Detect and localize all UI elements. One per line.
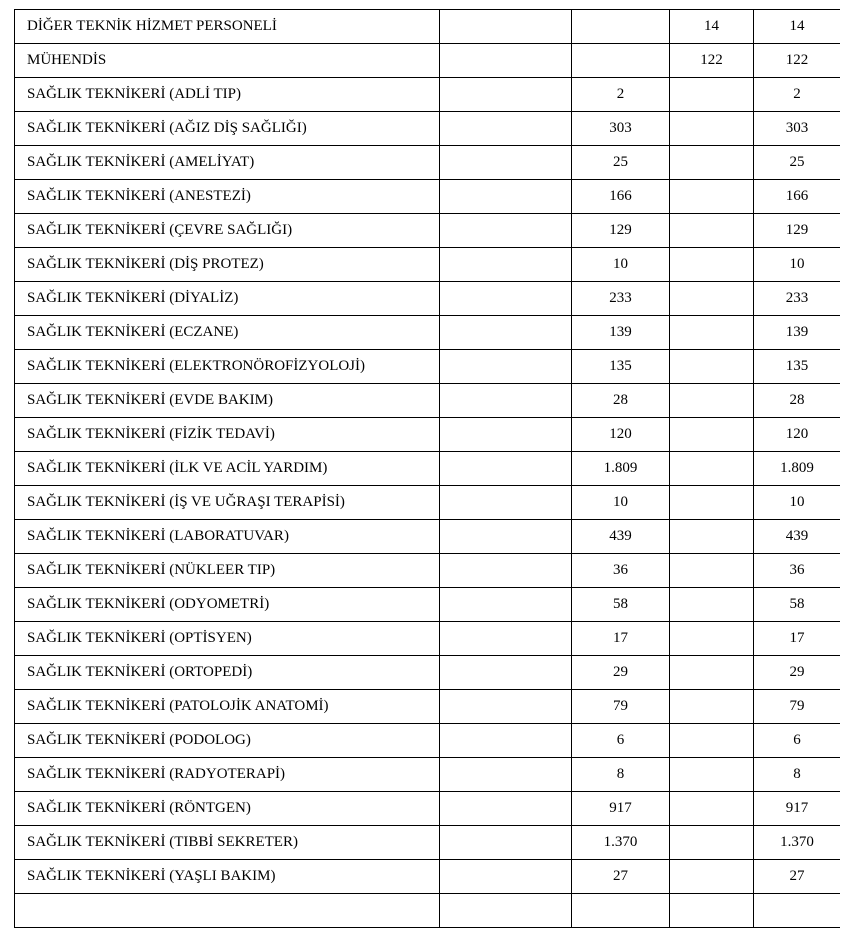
count-cell-secondary: [670, 180, 754, 214]
count-cell-secondary: [670, 724, 754, 758]
count-cell-secondary: [670, 384, 754, 418]
count-cell: 166: [572, 180, 670, 214]
position-title-cell: SAĞLIK TEKNİKERİ (TIBBİ SEKRETER): [15, 826, 440, 860]
count-cell-secondary: [670, 146, 754, 180]
position-title-cell: SAĞLIK TEKNİKERİ (FİZİK TEDAVİ): [15, 418, 440, 452]
count-cell-secondary: [670, 554, 754, 588]
position-title-cell: SAĞLIK TEKNİKERİ (ORTOPEDİ): [15, 656, 440, 690]
position-title-cell: SAĞLIK TEKNİKERİ (NÜKLEER TIP): [15, 554, 440, 588]
position-title-cell: SAĞLIK TEKNİKERİ (LABORATUVAR): [15, 520, 440, 554]
empty-cell: [440, 826, 572, 860]
total-cell: 120: [754, 418, 841, 452]
count-cell: 79: [572, 690, 670, 724]
total-cell: 36: [754, 554, 841, 588]
count-cell-secondary: [670, 792, 754, 826]
total-cell: [754, 894, 841, 928]
empty-cell: [440, 214, 572, 248]
total-cell: 58: [754, 588, 841, 622]
empty-cell: [440, 792, 572, 826]
count-cell-secondary: [670, 860, 754, 894]
empty-cell: [440, 248, 572, 282]
count-cell-secondary: [670, 316, 754, 350]
empty-cell: [440, 656, 572, 690]
total-cell: 10: [754, 248, 841, 282]
total-cell: 14: [754, 10, 841, 44]
count-cell: 1.809: [572, 452, 670, 486]
empty-cell: [440, 520, 572, 554]
position-title-cell: SAĞLIK TEKNİKERİ (ANESTEZİ): [15, 180, 440, 214]
count-cell: 17: [572, 622, 670, 656]
count-cell-secondary: [670, 214, 754, 248]
position-title-cell: SAĞLIK TEKNİKERİ (PATOLOJİK ANATOMİ): [15, 690, 440, 724]
staff-table-container: [14, 9, 840, 929]
count-cell-secondary: [670, 520, 754, 554]
empty-cell: [440, 894, 572, 928]
position-title-cell: SAĞLIK TEKNİKERİ (AĞIZ DİŞ SAĞLIĞI): [15, 112, 440, 146]
table-row: [15, 146, 841, 180]
table-row: [15, 214, 841, 248]
table-row: [15, 690, 841, 724]
count-cell-secondary: [670, 622, 754, 656]
position-title-cell: SAĞLIK TEKNİKERİ (AMELİYAT): [15, 146, 440, 180]
count-cell: [572, 894, 670, 928]
table-row: [15, 316, 841, 350]
table-row: [15, 44, 841, 78]
total-cell: 129: [754, 214, 841, 248]
position-title-cell: SAĞLIK TEKNİKERİ (PODOLOG): [15, 724, 440, 758]
total-cell: 28: [754, 384, 841, 418]
count-cell: 8: [572, 758, 670, 792]
total-cell: 25: [754, 146, 841, 180]
count-cell-secondary: [670, 282, 754, 316]
table-row: [15, 520, 841, 554]
total-cell: 17: [754, 622, 841, 656]
count-cell: [572, 10, 670, 44]
empty-cell: [440, 78, 572, 112]
total-cell: 303: [754, 112, 841, 146]
count-cell: 233: [572, 282, 670, 316]
count-cell: 10: [572, 248, 670, 282]
count-cell-secondary: [670, 486, 754, 520]
empty-cell: [440, 44, 572, 78]
count-cell: 2: [572, 78, 670, 112]
count-cell: 36: [572, 554, 670, 588]
empty-cell: [440, 418, 572, 452]
position-title-cell: SAĞLIK TEKNİKERİ (RÖNTGEN): [15, 792, 440, 826]
count-cell-secondary: [670, 588, 754, 622]
empty-cell: [440, 146, 572, 180]
position-title-cell: SAĞLIK TEKNİKERİ (RADYOTERAPİ): [15, 758, 440, 792]
total-cell: 2: [754, 78, 841, 112]
position-title-cell: SAĞLIK TEKNİKERİ (DİŞ PROTEZ): [15, 248, 440, 282]
position-title-cell: SAĞLIK TEKNİKERİ (ODYOMETRİ): [15, 588, 440, 622]
empty-cell: [440, 384, 572, 418]
table-row: [15, 78, 841, 112]
count-cell-secondary: [670, 894, 754, 928]
empty-cell: [440, 10, 572, 44]
position-title-cell: SAĞLIK TEKNİKERİ (ADLİ TIP): [15, 78, 440, 112]
count-cell-secondary: 14: [670, 10, 754, 44]
count-cell-secondary: [670, 350, 754, 384]
table-row: [15, 418, 841, 452]
table-row: [15, 724, 841, 758]
table-row: [15, 588, 841, 622]
empty-cell: [440, 452, 572, 486]
table-row: [15, 248, 841, 282]
count-cell: [572, 44, 670, 78]
total-cell: 439: [754, 520, 841, 554]
total-cell: 135: [754, 350, 841, 384]
total-cell: 8: [754, 758, 841, 792]
count-cell-secondary: [670, 452, 754, 486]
total-cell: 10: [754, 486, 841, 520]
count-cell-secondary: [670, 78, 754, 112]
count-cell-secondary: [670, 248, 754, 282]
count-cell: 28: [572, 384, 670, 418]
position-title-cell: SAĞLIK TEKNİKERİ (İŞ VE UĞRAŞI TERAPİSİ): [15, 486, 440, 520]
table-row: [15, 554, 841, 588]
empty-cell: [440, 690, 572, 724]
position-title-cell: SAĞLIK TEKNİKERİ (OPTİSYEN): [15, 622, 440, 656]
empty-cell: [440, 350, 572, 384]
position-title-cell: MÜHENDİS: [15, 44, 440, 78]
table-row: [15, 622, 841, 656]
table-row: [15, 486, 841, 520]
count-cell-secondary: [670, 758, 754, 792]
position-title-cell: DİĞER TEKNİK HİZMET PERSONELİ: [15, 10, 440, 44]
count-cell: 139: [572, 316, 670, 350]
total-cell: 1.809: [754, 452, 841, 486]
count-cell: 25: [572, 146, 670, 180]
count-cell: 135: [572, 350, 670, 384]
table-row: [15, 282, 841, 316]
count-cell-secondary: [670, 112, 754, 146]
count-cell: 58: [572, 588, 670, 622]
staff-table-body: [15, 10, 841, 928]
table-row: [15, 894, 841, 928]
position-title-cell: SAĞLIK TEKNİKERİ (ÇEVRE SAĞLIĞI): [15, 214, 440, 248]
count-cell-secondary: [670, 656, 754, 690]
total-cell: 27: [754, 860, 841, 894]
count-cell: 303: [572, 112, 670, 146]
count-cell-secondary: [670, 418, 754, 452]
table-row: [15, 656, 841, 690]
count-cell: 6: [572, 724, 670, 758]
empty-cell: [440, 282, 572, 316]
table-row: [15, 826, 841, 860]
total-cell: 122: [754, 44, 841, 78]
table-row: [15, 860, 841, 894]
table-row: [15, 452, 841, 486]
total-cell: 6: [754, 724, 841, 758]
table-row: [15, 10, 841, 44]
position-title-cell: SAĞLIK TEKNİKERİ (ELEKTRONÖROFİZYOLOJİ): [15, 350, 440, 384]
total-cell: 166: [754, 180, 841, 214]
total-cell: 917: [754, 792, 841, 826]
empty-cell: [440, 758, 572, 792]
table-row: [15, 792, 841, 826]
count-cell-secondary: [670, 826, 754, 860]
position-title-cell: SAĞLIK TEKNİKERİ (ECZANE): [15, 316, 440, 350]
empty-cell: [440, 112, 572, 146]
staff-table: [14, 9, 840, 928]
total-cell: 29: [754, 656, 841, 690]
empty-cell: [440, 316, 572, 350]
count-cell: 10: [572, 486, 670, 520]
table-row: [15, 350, 841, 384]
total-cell: 233: [754, 282, 841, 316]
count-cell: 29: [572, 656, 670, 690]
table-row: [15, 180, 841, 214]
empty-cell: [440, 486, 572, 520]
count-cell-secondary: 122: [670, 44, 754, 78]
empty-cell: [440, 588, 572, 622]
total-cell: 139: [754, 316, 841, 350]
table-row: [15, 384, 841, 418]
position-title-cell: SAĞLIK TEKNİKERİ (DİYALİZ): [15, 282, 440, 316]
total-cell: 1.370: [754, 826, 841, 860]
empty-cell: [440, 860, 572, 894]
count-cell: 917: [572, 792, 670, 826]
empty-cell: [440, 724, 572, 758]
position-title-cell: SAĞLIK TEKNİKERİ (EVDE BAKIM): [15, 384, 440, 418]
count-cell: 129: [572, 214, 670, 248]
position-title-cell: SAĞLIK TEKNİKERİ (YAŞLI BAKIM): [15, 860, 440, 894]
empty-cell: [440, 554, 572, 588]
count-cell: 1.370: [572, 826, 670, 860]
position-title-cell: [15, 894, 440, 928]
total-cell: 79: [754, 690, 841, 724]
table-row: [15, 758, 841, 792]
position-title-cell: SAĞLIK TEKNİKERİ (İLK VE ACİL YARDIM): [15, 452, 440, 486]
count-cell: 439: [572, 520, 670, 554]
empty-cell: [440, 622, 572, 656]
table-row: [15, 112, 841, 146]
count-cell-secondary: [670, 690, 754, 724]
count-cell: 120: [572, 418, 670, 452]
empty-cell: [440, 180, 572, 214]
count-cell: 27: [572, 860, 670, 894]
